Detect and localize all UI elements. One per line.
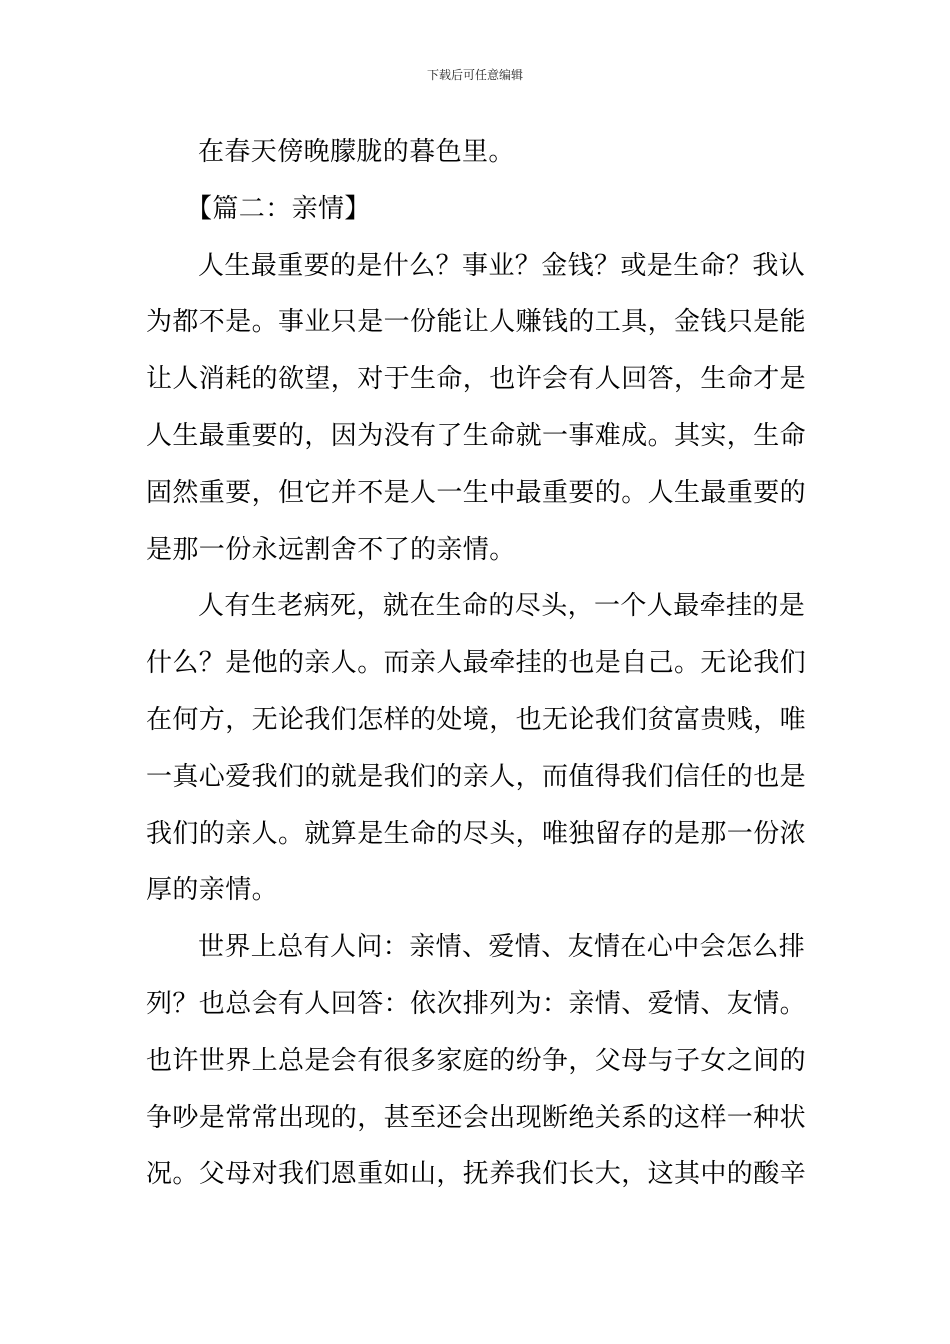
text-line: 列？也总会有人回答：依次排列为：亲情、爱情、友情。 (146, 988, 807, 1019)
text-line: 让人消耗的欲望，对于生命，也许会有人回答，生命才是 (146, 364, 807, 395)
body-text (146, 124, 808, 1203)
section-heading: 【篇二：亲情】 (186, 193, 371, 224)
text-line: 为都不是。事业只是一份能让人赚钱的工具，金钱只是能 (146, 307, 807, 338)
text-line: 固然重要，但它并不是人一生中最重要的。人生最重要的 (146, 477, 807, 508)
text-line: 也许世界上总是会有很多家庭的纷争，父母与子女之间的 (146, 1045, 807, 1076)
text-line: 况。父母对我们恩重如山，抚养我们长大，这其中的酸辛 (146, 1159, 807, 1190)
text-line: 什么？是他的亲人。而亲人最牵挂的也是自己。无论我们 (146, 648, 807, 679)
text-line: 在何方，无论我们怎样的处境，也无论我们贫富贵贱，唯 (146, 704, 807, 735)
header-note: 下载后可任意编辑 (426, 68, 523, 82)
text-line: 争吵是常常出现的，甚至还会出现断绝关系的这样一种状 (146, 1102, 807, 1133)
text-line: 在春天傍晚朦胧的暮色里。 (198, 137, 515, 167)
text-line: 我们的亲人。就算是生命的尽头，唯独留存的是那一份浓 (146, 818, 807, 849)
paragraph-start-line: 人生最重要的是什么？事业？金钱？或是生命？我认 (198, 250, 806, 281)
text-line: 是那一份永远割舍不了的亲情。 (146, 534, 516, 565)
text-line: 人生最重要的，因为没有了生命就一事难成。其实，生命 (146, 420, 807, 451)
text-line: 一真心爱我们的就是我们的亲人，而值得我们信任的也是 (146, 761, 807, 792)
paragraph-start-line: 人有生老病死，就在生命的尽头，一个人最牵挂的是 (198, 591, 806, 622)
text-line: 厚的亲情。 (146, 875, 279, 906)
paragraph-start-line: 世界上总有人问：亲情、爱情、友情在心中会怎么排 (198, 932, 806, 963)
